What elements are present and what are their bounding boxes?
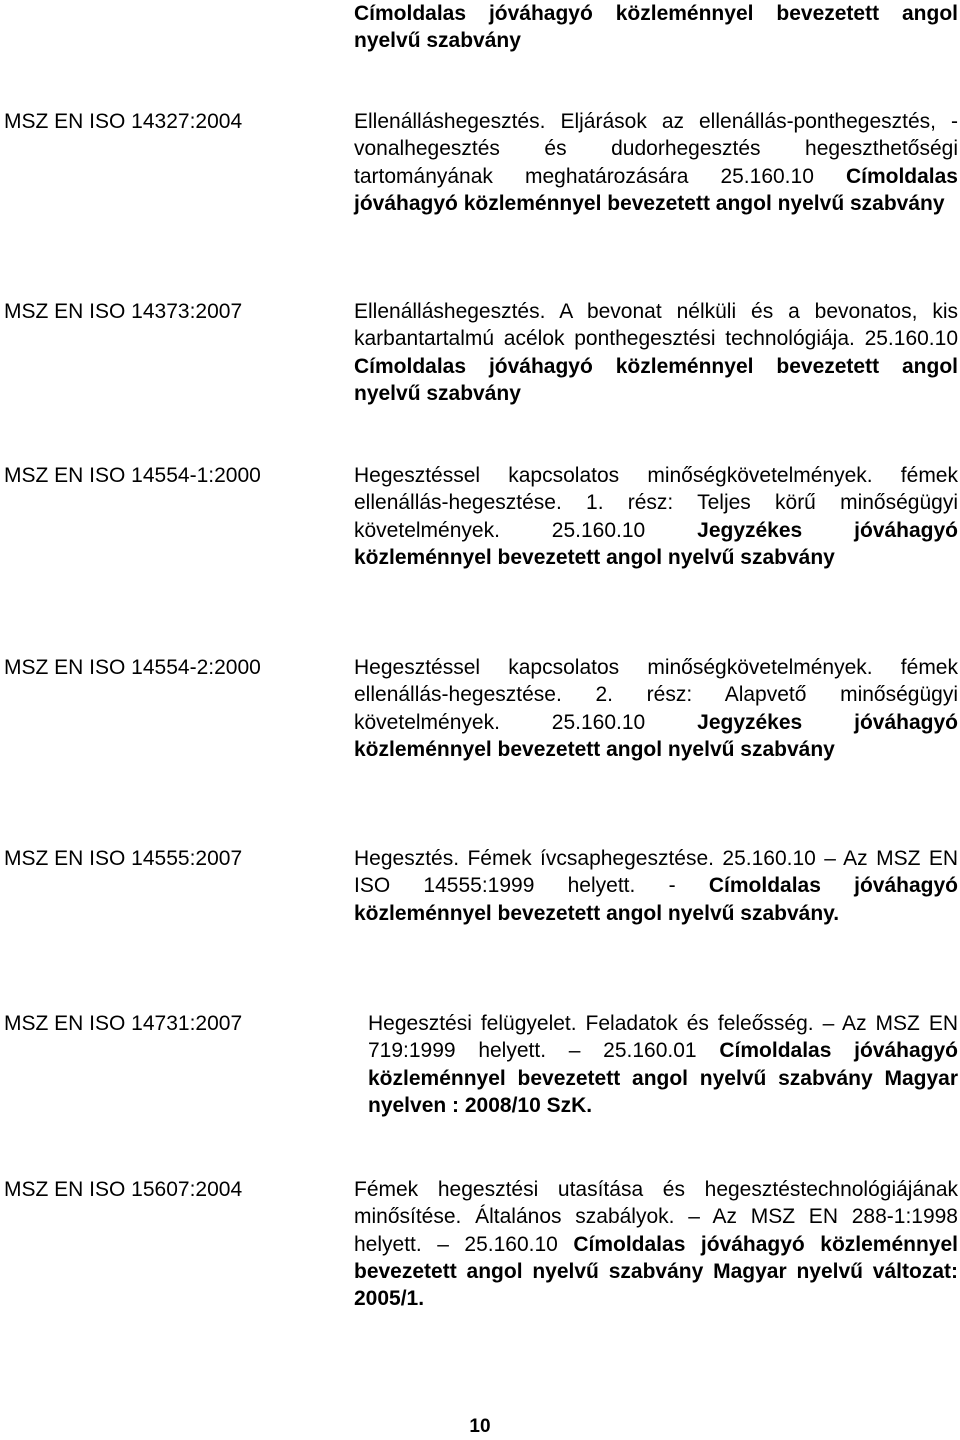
standard-code: MSZ EN ISO 14554-2:2000 xyxy=(4,656,261,679)
standard-description: Hegesztési felügyelet. Feladatok és feleősség. – Az MSZ EN 719:1999 helyett. – 25.160.01 Címoldalas jóváhagyó közleménnyel bevezetett angol nyelvű szabvány Magyar nyelven : 2008/10 SzK. xyxy=(368,1012,959,1117)
standard-code: MSZ EN ISO 14554-1:2000 xyxy=(4,464,261,487)
standard-code: MSZ EN ISO 14731:2007 xyxy=(4,1012,243,1035)
standard-description: Ellenálláshegesztés. A bevonat nélküli és a bevonatos, kis karbantartalmú acélok ponthegesztési technológiája. 25.160.10 Címoldalas jóváhagyó közleménnyel bevezetett angol nyelvű szabvány xyxy=(354,300,958,405)
top-fragment-bold: Címoldalas jóváhagyó közleménnyel bevezetett angol nyelvű szabvány xyxy=(354,2,958,53)
page-number: 10 xyxy=(469,1416,491,1437)
standard-description: Fémek hegesztési utasítása és hegesztéstechnológiájának minősítése. Általános szabályok. – Az MSZ EN 288-1:1998 helyett. – 25.160.10 Címoldalas jóváhagyó közleménnyel bevezetett angol nyelvű szabvány Magyar nyelvű változat: 2005/1. xyxy=(354,1178,958,1311)
standard-code: MSZ EN ISO 14555:2007 xyxy=(4,847,243,870)
standard-description: Hegesztéssel kapcsolatos minőségkövetelmények. fémek ellenállás-hegesztése. 2. rész: Alapvető minőségügyi követelmények. 25.160.10 Jegyzékes jóváhagyó közleménnyel bevezetett angol nyelvű szabvány xyxy=(354,656,958,761)
top-fragment-text xyxy=(354,0,958,55)
standard-code: MSZ EN ISO 15607:2004 xyxy=(4,1178,243,1201)
standard-description: Hegesztés. Fémek ívcsaphegesztése. 25.160.10 – Az MSZ EN ISO 14555:1999 helyett. - Címoldalas jóváhagyó közleménnyel bevezetett angol nyelvű szabvány. xyxy=(354,847,959,925)
standard-code: MSZ EN ISO 14373:2007 xyxy=(4,300,243,323)
standard-description: Ellenálláshegesztés. Eljárások az ellenállás-ponthegesztés, -vonalhegesztés és dudorhegesztés hegeszthetőségi tartományának meghatározására 25.160.10 Címoldalas jóváhagyó közleménnyel bevezetett angol nyelvű szabvány xyxy=(354,110,958,215)
standard-description: Hegesztéssel kapcsolatos minőségkövetelmények. fémek ellenállás-hegesztése. 1. rész: Teljes körű minőségügyi követelmények. 25.160.10 Jegyzékes jóváhagyó közleménnyel bevezetett angol nyelvű szabvány xyxy=(354,464,958,569)
standard-code: MSZ EN ISO 14327:2004 xyxy=(4,110,243,133)
